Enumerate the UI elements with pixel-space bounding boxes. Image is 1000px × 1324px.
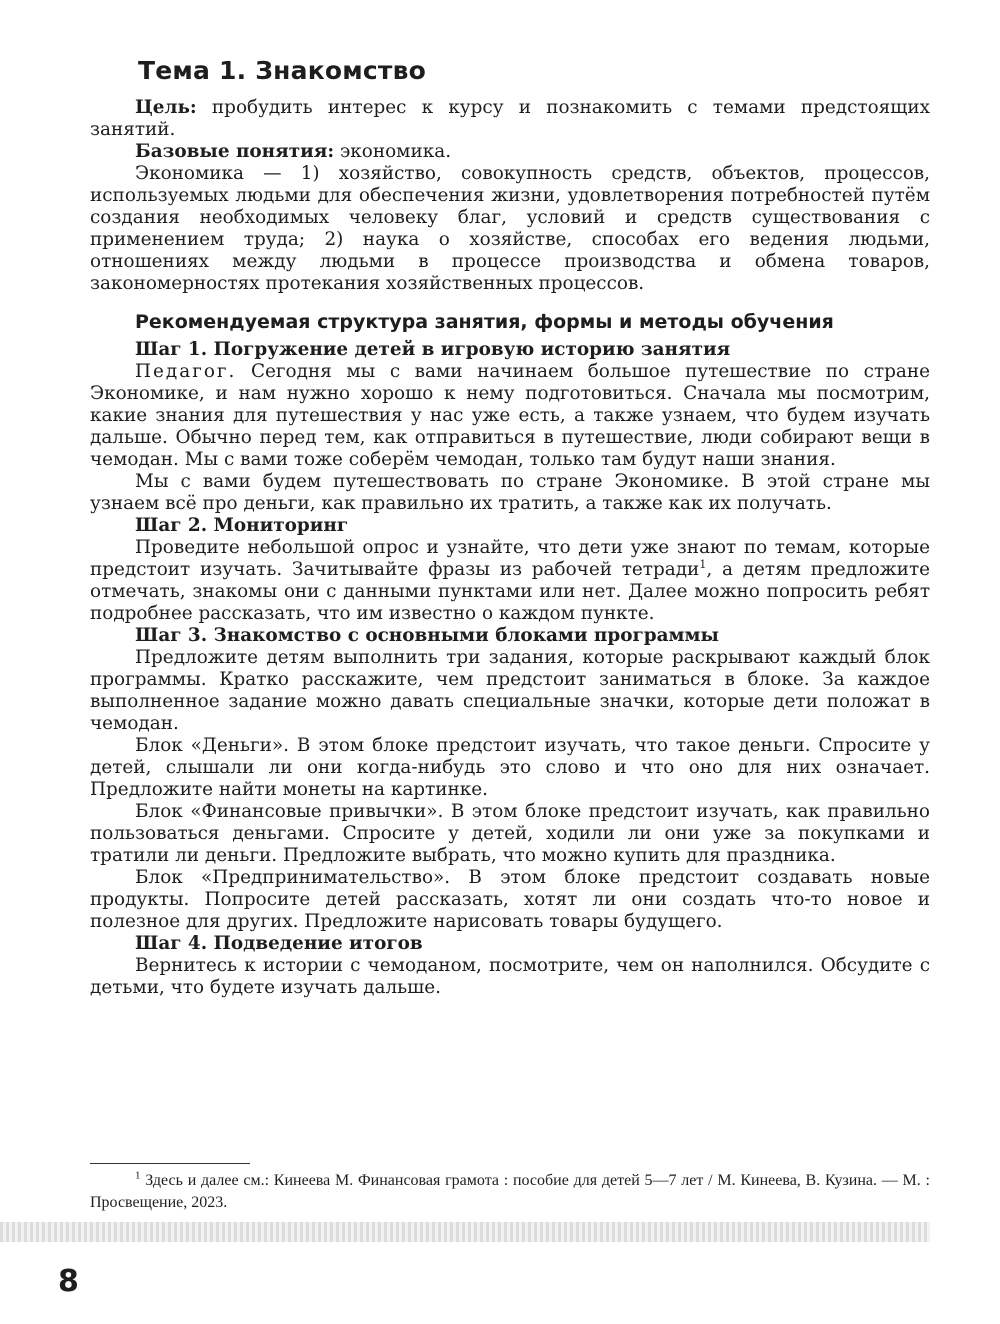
footnote-divider	[90, 1163, 250, 1164]
footnote	[90, 1170, 930, 1214]
step2-text-a: Проведите небольшой опрос и узнайте, что дети уже знают по темам, которые предстоит изучать. Зачитывайте фразы из рабочей тетради	[90, 537, 930, 580]
step3-paragraph-money: Блок «Деньги». В этом блоке предстоит изучать, что такое деньги. Спросите у детей, слышали ли они когда-нибудь это слово и что оно для них означает. Предложите найти монеты на картинке.	[90, 735, 930, 800]
basic-concepts-label: Базовые понятия:	[135, 141, 335, 162]
speaker-label: Педагог.	[135, 361, 237, 382]
footnote-ref[interactable]: 1	[699, 557, 707, 571]
goal-text: пробудить интерес к курсу и познакомить с темами предстоящих занятий.	[90, 97, 930, 140]
basic-concepts-paragraph	[90, 141, 930, 163]
page-body	[90, 56, 930, 999]
page-decor-band	[0, 1222, 930, 1242]
step2-text-b: , а детям предложите отмечать, знакомы они с данными пунктами или нет. Далее можно попросить ребят подробнее рассказать, что им известно о каждом пункте.	[90, 559, 930, 624]
step4-heading: Шаг 4. Подведение итогов	[135, 933, 423, 954]
step3-heading: Шаг 3. Знакомство с основными блоками программы	[135, 625, 719, 646]
goal-paragraph	[90, 97, 930, 141]
step3-paragraph-1: Предложите детям выполнить три задания, которые раскрывают каждый блок программы. Кратко расскажите, чем предстоит заниматься в блоке. За каждое выполненное задание можно давать специальные значки, которые дети положат в чемодан.	[90, 647, 930, 734]
step3-paragraph-habits: Блок «Финансовые привычки». В этом блоке предстоит изучать, как правильно пользоваться деньгами. Спросите у детей, ходили ли они уже за покупками и тратили ли деньги. Предложите выбрать, что можно купить для праздника.	[90, 801, 930, 866]
step1-paragraph-1	[90, 361, 930, 471]
definition-paragraph: Экономика — 1) хозяйство, совокупность средств, объектов, процессов, используемых людьми для обеспечения жизни, удовлетворения потребностей путём создания необходимых человеку благ, условий и средств существования с применением труда; 2) наука о хозяйстве, способах его ведения людьми, отношениях между людьми в процессе производства и обмена товаров, закономерностях протекания хозяйственных процессов.	[90, 163, 930, 294]
footnote-text: Здесь и далее см.: Кинеева М. Финансовая грамота : пособие для детей 5—7 лет / М. Кинеева, В. Кузина. — М. : Просвещение, 2023.	[90, 1172, 930, 1211]
step3-paragraph-business: Блок «Предпринимательство». В этом блоке предстоит создавать новые продукты. Попросите детей рассказать, хотят ли они создать что-то новое и полезное для других. Предложите нарисовать товары будущего.	[90, 867, 930, 932]
step1-paragraph-2: Мы с вами будем путешествовать по стране Экономике. В этой стране мы узнаем всё про деньги, как правильно их тратить, а также как их получать.	[90, 471, 930, 514]
step2-paragraph	[90, 537, 930, 625]
goal-label: Цель:	[135, 97, 197, 118]
step4-paragraph: Вернитесь к истории с чемоданом, посмотрите, чем он наполнился. Обсудите с детьми, что будете изучать дальше.	[90, 955, 930, 998]
page-title: Тема 1. Знакомство	[138, 56, 426, 85]
step2-heading: Шаг 2. Мониторинг	[135, 515, 349, 536]
step1-heading: Шаг 1. Погружение детей в игровую историю занятия	[135, 339, 731, 360]
footnote-mark: 1	[135, 1169, 141, 1182]
page-number: 8	[58, 1264, 79, 1299]
step1-text-1: Сегодня мы с вами начинаем большое путешествие по стране Экономике, и нам нужно хорошо к нему подготовиться. Сначала мы посмотрим, какие знания для путешествия у нас уже есть, а также узнаем, что будем изучать дальше. Обычно перед тем, как отправиться в путешествие, люди собирают вещи в чемодан. Мы с вами тоже соберём чемодан, только там будут наши знания.	[90, 361, 930, 470]
basic-concepts-text: экономика.	[334, 141, 452, 162]
section-heading: Рекомендуемая структура занятия, формы и методы обучения	[135, 311, 834, 333]
